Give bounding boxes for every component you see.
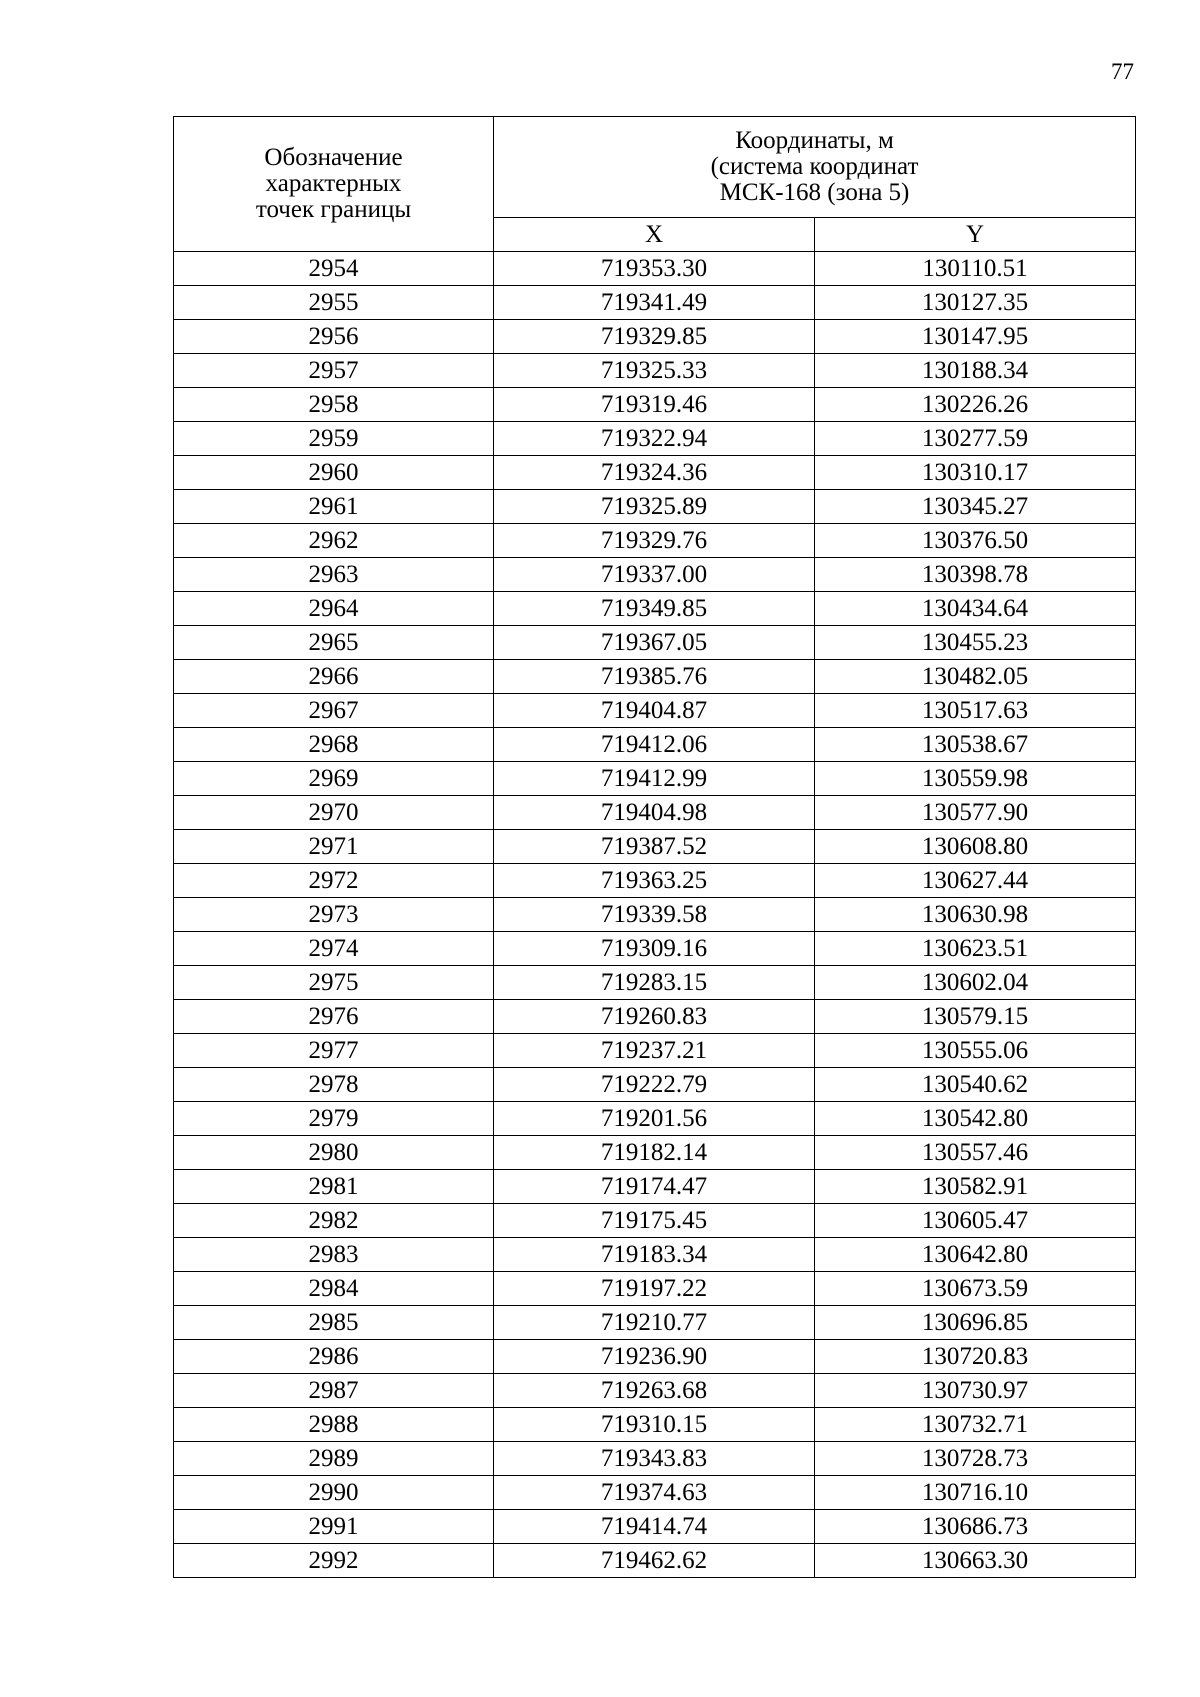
cell-point: 2960 xyxy=(174,456,494,490)
table-row xyxy=(174,1034,1136,1068)
cell-point: 2991 xyxy=(174,1510,494,1544)
cell-x: 719222.79 xyxy=(494,1068,815,1102)
cell-y: 130376.50 xyxy=(815,524,1136,558)
cell-y: 130605.47 xyxy=(815,1204,1136,1238)
header-coords-label-cell xyxy=(494,117,1136,218)
cell-point: 2959 xyxy=(174,422,494,456)
cell-point: 2967 xyxy=(174,694,494,728)
table-row xyxy=(174,286,1136,320)
cell-y: 130630.98 xyxy=(815,898,1136,932)
table-row xyxy=(174,1306,1136,1340)
cell-x: 719324.36 xyxy=(494,456,815,490)
cell-y: 130540.62 xyxy=(815,1068,1136,1102)
table-row xyxy=(174,422,1136,456)
table-row xyxy=(174,728,1136,762)
cell-x: 719174.47 xyxy=(494,1170,815,1204)
cell-x: 719197.22 xyxy=(494,1272,815,1306)
cell-x: 719339.58 xyxy=(494,898,815,932)
cell-point: 2970 xyxy=(174,796,494,830)
cell-x: 719319.46 xyxy=(494,388,815,422)
table-row xyxy=(174,1272,1136,1306)
cell-y: 130582.91 xyxy=(815,1170,1136,1204)
cell-y: 130559.98 xyxy=(815,762,1136,796)
cell-x: 719329.85 xyxy=(494,320,815,354)
table-row xyxy=(174,1442,1136,1476)
table-row xyxy=(174,524,1136,558)
cell-point: 2965 xyxy=(174,626,494,660)
table-body xyxy=(174,252,1136,1578)
table-row xyxy=(174,694,1136,728)
cell-y: 130627.44 xyxy=(815,864,1136,898)
table-row xyxy=(174,490,1136,524)
cell-point: 2968 xyxy=(174,728,494,762)
cell-y: 130555.06 xyxy=(815,1034,1136,1068)
cell-y: 130226.26 xyxy=(815,388,1136,422)
header-y-label: Y xyxy=(815,218,1136,252)
cell-point: 2984 xyxy=(174,1272,494,1306)
table-row xyxy=(174,1204,1136,1238)
table-row xyxy=(174,1102,1136,1136)
table-row xyxy=(174,932,1136,966)
cell-y: 130720.83 xyxy=(815,1340,1136,1374)
cell-y: 130663.30 xyxy=(815,1544,1136,1578)
cell-y: 130696.85 xyxy=(815,1306,1136,1340)
cell-x: 719367.05 xyxy=(494,626,815,660)
cell-point: 2976 xyxy=(174,1000,494,1034)
cell-point: 2980 xyxy=(174,1136,494,1170)
cell-y: 130310.17 xyxy=(815,456,1136,490)
cell-x: 719374.63 xyxy=(494,1476,815,1510)
table-row xyxy=(174,1408,1136,1442)
cell-x: 719283.15 xyxy=(494,966,815,1000)
header-point-label: Обозначение характерных точек границы xyxy=(255,144,412,223)
cell-point: 2979 xyxy=(174,1102,494,1136)
cell-x: 719260.83 xyxy=(494,1000,815,1034)
cell-point: 2989 xyxy=(174,1442,494,1476)
cell-x: 719404.87 xyxy=(494,694,815,728)
cell-x: 719349.85 xyxy=(494,592,815,626)
cell-point: 2988 xyxy=(174,1408,494,1442)
coordinates-table xyxy=(173,116,1136,1578)
cell-point: 2972 xyxy=(174,864,494,898)
cell-x: 719343.83 xyxy=(494,1442,815,1476)
table-row xyxy=(174,864,1136,898)
cell-x: 719175.45 xyxy=(494,1204,815,1238)
cell-y: 130455.23 xyxy=(815,626,1136,660)
cell-y: 130716.10 xyxy=(815,1476,1136,1510)
cell-point: 2977 xyxy=(174,1034,494,1068)
header-point-label-cell xyxy=(174,117,494,252)
cell-y: 130110.51 xyxy=(815,252,1136,286)
cell-y: 130608.80 xyxy=(815,830,1136,864)
cell-x: 719310.15 xyxy=(494,1408,815,1442)
table-row xyxy=(174,830,1136,864)
table-row xyxy=(174,898,1136,932)
cell-y: 130623.51 xyxy=(815,932,1136,966)
cell-y: 130673.59 xyxy=(815,1272,1136,1306)
cell-x: 719201.56 xyxy=(494,1102,815,1136)
table-row xyxy=(174,456,1136,490)
header-coords-label: Координаты, м (система координат МСК-168 (зона 5) xyxy=(710,127,919,206)
cell-point: 2974 xyxy=(174,932,494,966)
cell-x: 719309.16 xyxy=(494,932,815,966)
cell-y: 130542.80 xyxy=(815,1102,1136,1136)
table-row xyxy=(174,1000,1136,1034)
table-row xyxy=(174,966,1136,1000)
cell-point: 2962 xyxy=(174,524,494,558)
cell-point: 2975 xyxy=(174,966,494,1000)
cell-x: 719363.25 xyxy=(494,864,815,898)
cell-point: 2981 xyxy=(174,1170,494,1204)
cell-point: 2971 xyxy=(174,830,494,864)
cell-point: 2957 xyxy=(174,354,494,388)
cell-x: 719414.74 xyxy=(494,1510,815,1544)
cell-y: 130686.73 xyxy=(815,1510,1136,1544)
cell-y: 130577.90 xyxy=(815,796,1136,830)
cell-point: 2964 xyxy=(174,592,494,626)
cell-point: 2985 xyxy=(174,1306,494,1340)
cell-y: 130188.34 xyxy=(815,354,1136,388)
cell-y: 130732.71 xyxy=(815,1408,1136,1442)
cell-y: 130482.05 xyxy=(815,660,1136,694)
cell-x: 719183.34 xyxy=(494,1238,815,1272)
table-row xyxy=(174,762,1136,796)
cell-x: 719325.33 xyxy=(494,354,815,388)
cell-point: 2954 xyxy=(174,252,494,286)
table-row xyxy=(174,320,1136,354)
cell-y: 130517.63 xyxy=(815,694,1136,728)
cell-x: 719329.76 xyxy=(494,524,815,558)
cell-y: 130728.73 xyxy=(815,1442,1136,1476)
cell-x: 719385.76 xyxy=(494,660,815,694)
cell-x: 719210.77 xyxy=(494,1306,815,1340)
cell-point: 2958 xyxy=(174,388,494,422)
cell-y: 130642.80 xyxy=(815,1238,1136,1272)
table-row xyxy=(174,660,1136,694)
table-row xyxy=(174,1170,1136,1204)
table-row xyxy=(174,1238,1136,1272)
page-number: 77 xyxy=(1111,59,1134,84)
cell-x: 719236.90 xyxy=(494,1340,815,1374)
cell-x: 719353.30 xyxy=(494,252,815,286)
table-header xyxy=(174,117,1136,252)
cell-point: 2983 xyxy=(174,1238,494,1272)
cell-point: 2969 xyxy=(174,762,494,796)
cell-x: 719412.99 xyxy=(494,762,815,796)
cell-y: 130538.67 xyxy=(815,728,1136,762)
table-row xyxy=(174,354,1136,388)
table-row xyxy=(174,626,1136,660)
cell-x: 719462.62 xyxy=(494,1544,815,1578)
table-row xyxy=(174,1476,1136,1510)
cell-x: 719182.14 xyxy=(494,1136,815,1170)
cell-point: 2963 xyxy=(174,558,494,592)
cell-point: 2986 xyxy=(174,1340,494,1374)
table-row xyxy=(174,1544,1136,1578)
cell-x: 719325.89 xyxy=(494,490,815,524)
cell-y: 130602.04 xyxy=(815,966,1136,1000)
cell-point: 2992 xyxy=(174,1544,494,1578)
table-row xyxy=(174,388,1136,422)
cell-y: 130434.64 xyxy=(815,592,1136,626)
cell-x: 719404.98 xyxy=(494,796,815,830)
cell-point: 2966 xyxy=(174,660,494,694)
cell-y: 130579.15 xyxy=(815,1000,1136,1034)
table-row xyxy=(174,1136,1136,1170)
cell-point: 2973 xyxy=(174,898,494,932)
cell-y: 130277.59 xyxy=(815,422,1136,456)
table-row xyxy=(174,1510,1136,1544)
cell-y: 130127.35 xyxy=(815,286,1136,320)
cell-x: 719322.94 xyxy=(494,422,815,456)
cell-x: 719263.68 xyxy=(494,1374,815,1408)
cell-point: 2987 xyxy=(174,1374,494,1408)
cell-point: 2961 xyxy=(174,490,494,524)
table-row xyxy=(174,252,1136,286)
cell-point: 2956 xyxy=(174,320,494,354)
cell-x: 719387.52 xyxy=(494,830,815,864)
cell-y: 130398.78 xyxy=(815,558,1136,592)
cell-point: 2978 xyxy=(174,1068,494,1102)
cell-x: 719337.00 xyxy=(494,558,815,592)
header-x-label: X xyxy=(494,218,815,252)
cell-y: 130147.95 xyxy=(815,320,1136,354)
table-row xyxy=(174,592,1136,626)
cell-y: 130557.46 xyxy=(815,1136,1136,1170)
table-row xyxy=(174,1374,1136,1408)
cell-y: 130730.97 xyxy=(815,1374,1136,1408)
table-row xyxy=(174,796,1136,830)
cell-x: 719237.21 xyxy=(494,1034,815,1068)
cell-point: 2955 xyxy=(174,286,494,320)
cell-x: 719412.06 xyxy=(494,728,815,762)
cell-y: 130345.27 xyxy=(815,490,1136,524)
cell-x: 719341.49 xyxy=(494,286,815,320)
table-row xyxy=(174,558,1136,592)
table-row xyxy=(174,1068,1136,1102)
table-row xyxy=(174,1340,1136,1374)
cell-point: 2982 xyxy=(174,1204,494,1238)
cell-point: 2990 xyxy=(174,1476,494,1510)
